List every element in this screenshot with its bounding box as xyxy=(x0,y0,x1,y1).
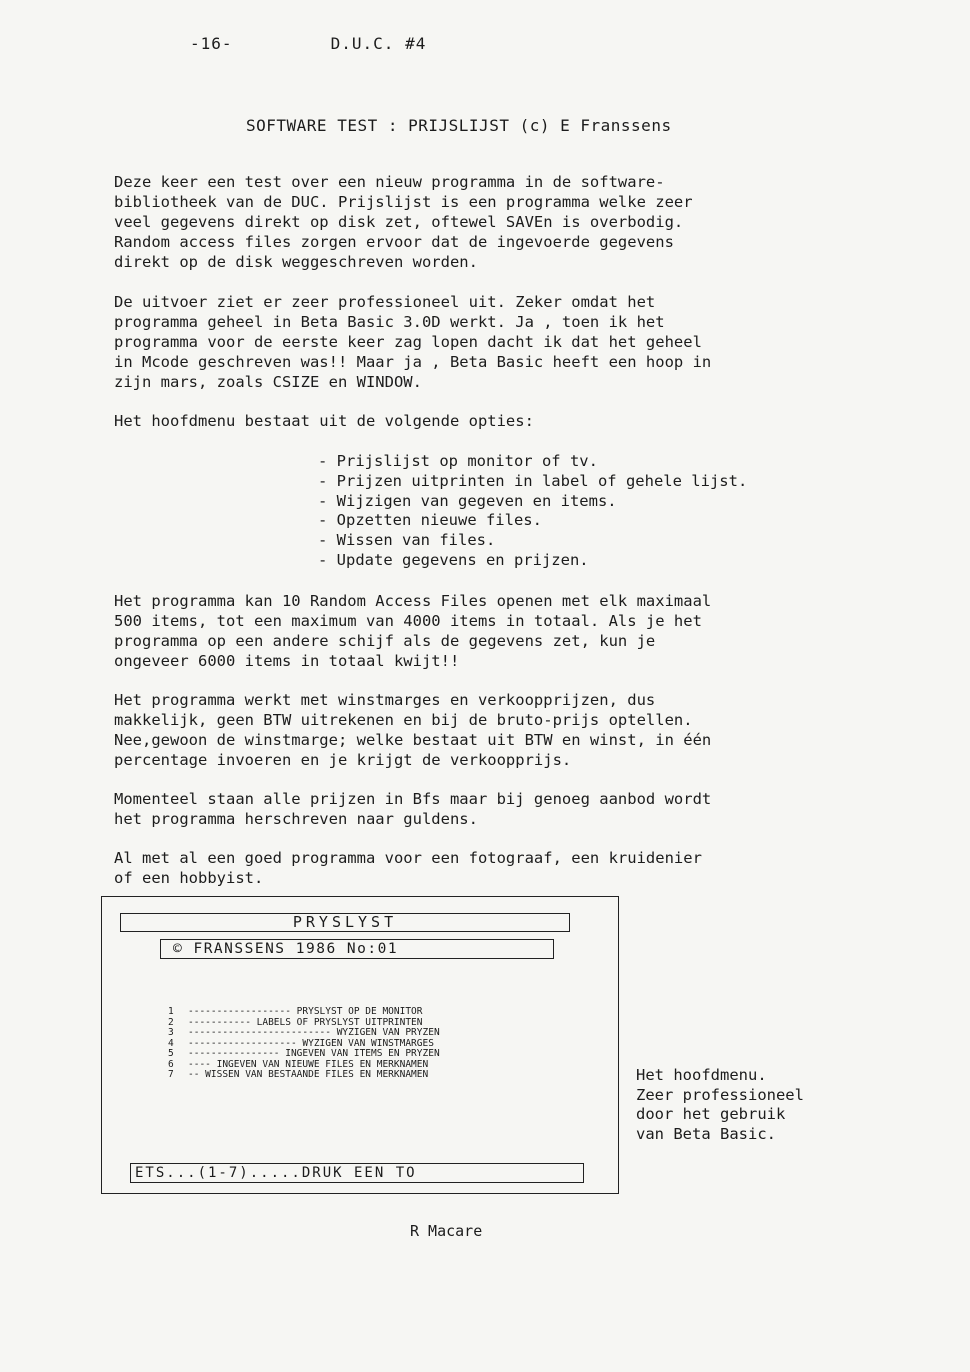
text-line: het programma herschreven naar guldens. xyxy=(114,810,478,828)
text-line: makkelijk, geen BTW uitrekenen en bij de bruto-prijs optellen. xyxy=(114,711,693,729)
text-line: Momenteel staan alle prijzen in Bfs maar bij genoeg aanbod wordt xyxy=(114,790,712,808)
list-item: - Wijzigen van gegeven en items. xyxy=(318,492,747,512)
screenshot-copyright: © FRANSSENS 1986 No:01 xyxy=(160,939,554,959)
screenshot-prompt: ETS...(1-7).....DRUK EEN TO xyxy=(130,1163,584,1183)
menu-options-list xyxy=(318,452,747,571)
text-line: Het programma kan 10 Random Access Files openen met elk maximaal xyxy=(114,592,712,610)
item-number: 5 xyxy=(168,1048,174,1059)
text-line: Nee,gewoon de winstmarge; welke bestaat uit BTW en winst, in één xyxy=(114,731,712,749)
paragraph-winst xyxy=(114,690,880,770)
text-line: bibliotheek van de DUC. Prijslijst is een programma welke zeer xyxy=(114,193,693,211)
text-line: percentage invoeren en je krijgt de verkoopprijs. xyxy=(114,751,572,769)
text-line: ongeveer 6000 items in totaal kwijt!! xyxy=(114,652,460,670)
text-line: programma geheel in Beta Basic 3.0D werkt. Ja , toen ik het xyxy=(114,313,665,331)
text-line: De uitvoer ziet er zeer professioneel uit. Zeker omdat het xyxy=(114,293,656,311)
list-item: - Prijzen uitprinten in label of gehele lijst. xyxy=(318,472,747,492)
item-text: ------------------- WYZIGEN VAN WINSTMARGES xyxy=(188,1037,434,1049)
screenshot-menu xyxy=(168,1007,440,1081)
caption-line: door het gebruik xyxy=(636,1105,786,1124)
screenshot-title: PRYSLYST xyxy=(120,913,570,932)
page-header xyxy=(190,34,426,53)
item-text: -- WISSEN VAN BESTAANDE FILES EN MERKNAMEN xyxy=(188,1069,429,1080)
text-line: Deze keer een test over een nieuw programma in de software- xyxy=(114,173,665,191)
item-number: 4 xyxy=(168,1037,174,1049)
paragraph-uitvoer xyxy=(114,292,880,392)
paragraph-bfs xyxy=(114,789,880,829)
text-line: Al met al een goed programma voor een fotograaf, een kruidenier xyxy=(114,849,702,867)
program-screenshot xyxy=(101,896,619,1194)
text-line: 500 items, tot een maximum van 4000 items in totaal. Als je het xyxy=(114,612,702,630)
screenshot-menu-item xyxy=(168,1070,440,1081)
page-number: -16- xyxy=(190,34,233,53)
list-item: - Update gegevens en prijzen. xyxy=(318,551,747,571)
item-text: ------------------------- WYZIGEN VAN PRYZEN xyxy=(188,1027,440,1038)
article-title: SOFTWARE TEST : PRIJSLIJST (c) E Franssens xyxy=(246,116,672,135)
text-line: Random access files zorgen ervoor dat de ingevoerde gegevens xyxy=(114,233,674,251)
paragraph-slot xyxy=(114,848,880,888)
publication-name: D.U.C. #4 xyxy=(330,34,427,53)
caption-line: Het hoofdmenu. xyxy=(636,1066,767,1084)
text-line: zijn mars, zoals CSIZE en WINDOW. xyxy=(114,373,422,391)
text-line: veel gegevens direkt op disk zet, oftewel SAVEn is overbodig. xyxy=(114,213,684,231)
text-line: Het programma werkt met winstmarges en verkoopprijzen, dus xyxy=(114,691,656,709)
text-line: programma voor de eerste keer zag lopen dacht ik dat het geheel xyxy=(114,333,702,351)
item-number: 6 xyxy=(168,1058,174,1070)
paragraph-intro xyxy=(114,172,880,272)
list-item: - Wissen van files. xyxy=(318,531,747,551)
item-text: ---------------- INGEVEN VAN ITEMS EN PRYZEN xyxy=(188,1048,440,1059)
item-number: 3 xyxy=(168,1027,174,1038)
caption-line: Zeer professioneel xyxy=(636,1085,804,1104)
item-text: ------------------ PRYSLYST OP DE MONITOR xyxy=(188,1006,423,1017)
item-number: 1 xyxy=(168,1006,174,1017)
item-number: 2 xyxy=(168,1016,174,1028)
text-line: of een hobbyist. xyxy=(114,869,264,887)
list-item: - Opzetten nieuwe files. xyxy=(318,511,747,531)
item-text: ---- INGEVEN VAN NIEUWE FILES EN MERKNAMEN xyxy=(188,1058,429,1070)
item-text: ----------- LABELS OF PRYSLYST UITPRINTEN xyxy=(188,1016,423,1028)
screenshot-caption xyxy=(636,1066,804,1144)
item-number: 7 xyxy=(168,1069,174,1080)
paragraph-files xyxy=(114,591,880,671)
text-line: direkt op de disk weggeschreven worden. xyxy=(114,253,478,271)
text-line: in Mcode geschreven was!! Maar ja , Beta Basic heeft een hoop in xyxy=(114,353,712,371)
caption-line: van Beta Basic. xyxy=(636,1124,776,1143)
text-line: programma op een andere schijf als de gegevens zet, kun je xyxy=(114,632,656,650)
menu-intro: Het hoofdmenu bestaat uit de volgende opties: xyxy=(114,412,534,430)
list-item: - Prijslijst op monitor of tv. xyxy=(318,452,747,472)
author-signature: R Macare xyxy=(410,1222,483,1240)
